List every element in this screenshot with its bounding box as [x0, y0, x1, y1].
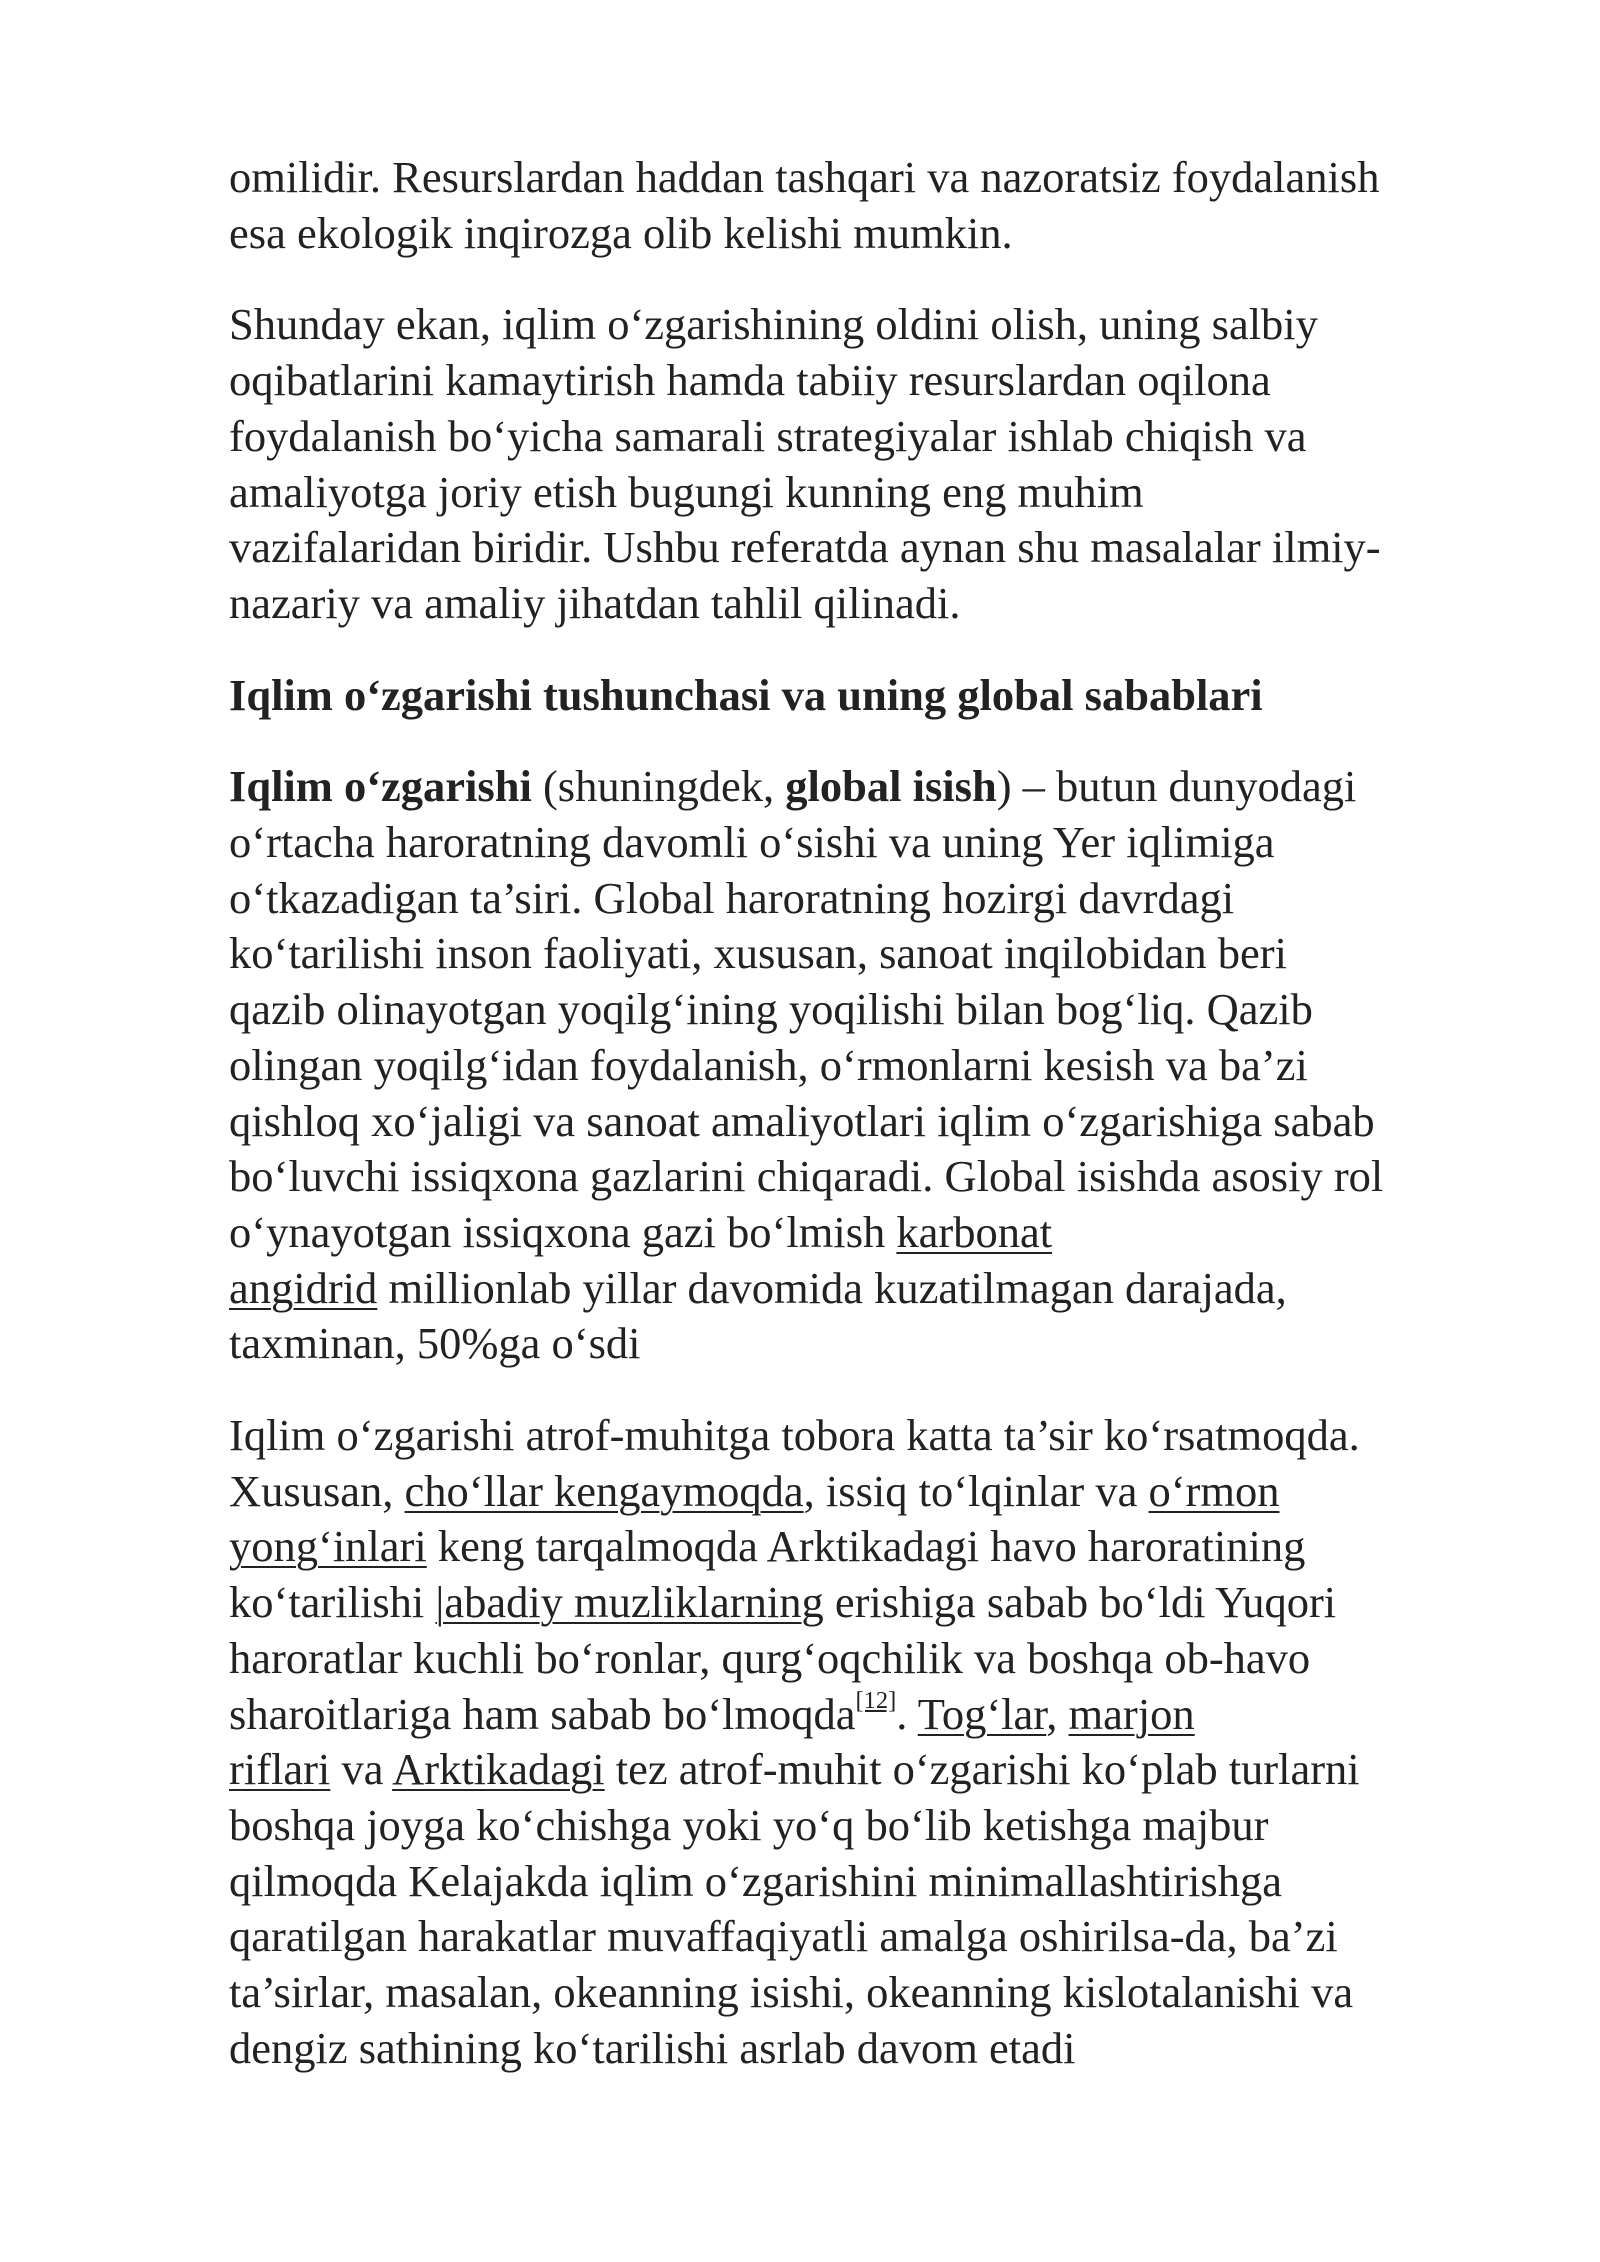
text-line: nazariy va amaliy jihatdan tahlil qilinadi.	[229, 577, 961, 628]
text-line: ko‘tarilishi inson faoliyati, xususan, sanoat inqilobidan beri	[229, 928, 1287, 979]
text-run: keng tarqalmoqda Arktikadagi havo haroratining	[426, 1521, 1306, 1572]
text-line: qaratilgan harakatlar muvaffaqiyatli amalga oshirilsa-da, ba’zi	[229, 1911, 1338, 1962]
link-marjon-riflari[interactable]: marjon	[1068, 1688, 1195, 1739]
text-run: erishiga sabab bo‘ldi Yuqori	[823, 1577, 1337, 1628]
text-run: (shuningdek,	[531, 761, 786, 812]
text-line: qishloq xo‘jaligi va sanoat amaliyotlari iqlim o‘zgarishiga sabab	[229, 1095, 1375, 1146]
link-karbonat-angidrid-cont[interactable]: angidrid	[229, 1262, 378, 1313]
footnote-link-12[interactable]: [12]	[855, 1686, 897, 1714]
paragraph-definition	[229, 759, 1529, 1372]
text-line: bo‘luvchi issiqxona gazlarini chiqaradi. Global isishda asosiy rol	[229, 1151, 1384, 1202]
link-karbonat-angidrid[interactable]: karbonat	[896, 1206, 1053, 1257]
document-page	[229, 150, 1529, 2113]
paragraph-intro-end	[229, 150, 1529, 261]
link-abadiy-muzliklar[interactable]: |abadiy muzliklarning	[435, 1577, 824, 1628]
text-run: o‘ynayotgan issiqxona gazi bo‘lmish	[229, 1206, 897, 1257]
paragraph-impacts	[229, 1408, 1529, 2076]
text-run: ,	[1046, 1688, 1069, 1739]
footnote-ref	[856, 1687, 897, 1714]
text-run: ko‘tarilishi	[229, 1577, 436, 1628]
text-line: olingan yoqilg‘idan foydalanish, o‘rmonlarni kesish va ba’zi	[229, 1039, 1308, 1090]
text-line: boshqa joyga ko‘chishga yoki yo‘q bo‘lib ketishga majbur	[229, 1799, 1269, 1850]
text-line: esa ekologik inqirozga olib kelishi mumkin.	[229, 207, 1013, 258]
text-line: Shunday ekan, iqlim o‘zgarishining oldini olish, uning salbiy	[229, 299, 1318, 350]
link-arktikadagi[interactable]: Arktikadagi	[392, 1744, 605, 1795]
section-heading: Iqlim o‘zgarishi tushunchasi va uning global sabablari	[229, 669, 1263, 720]
text-line: dengiz sathining ko‘tarilishi asrlab davom etadi	[229, 2022, 1076, 2073]
text-line: haroratlar kuchli bo‘ronlar, qurg‘oqchilik va boshqa ob-havo	[229, 1632, 1311, 1683]
text-run: tez atrof-muhit o‘zgarishi ko‘plab turlarni	[604, 1744, 1360, 1795]
text-line: Iqlim o‘zgarishi atrof-muhitga tobora katta ta’sir ko‘rsatmoqda.	[229, 1410, 1360, 1461]
text-line: o‘rtacha haroratning davomli o‘sishi va uning Yer iqlimiga	[229, 817, 1275, 868]
paragraph-purpose	[229, 297, 1529, 631]
text-run: va	[330, 1744, 393, 1795]
link-chollar-kengaymoqda[interactable]: cho‘llar kengaymoqda	[404, 1465, 804, 1516]
text-line: foydalanish bo‘yicha samarali strategiyalar ishlab chiqish va	[229, 410, 1307, 461]
text-line: ta’sirlar, masalan, okeanning isishi, okeanning kislotalanishi va	[229, 1967, 1354, 2018]
text-line: vazifalaridan biridir. Ushbu referatda aynan shu masalalar ilmiy-	[229, 522, 1381, 573]
text-line: o‘tkazadigan ta’siri. Global haroratning hozirgi davrdagi	[229, 872, 1235, 923]
link-toglar[interactable]: Tog‘lar	[917, 1688, 1047, 1739]
text-line: taxminan, 50%ga o‘sdi	[229, 1318, 641, 1369]
text-run: Xususan,	[229, 1465, 405, 1516]
link-marjon-riflari-cont[interactable]: riflari	[229, 1744, 331, 1795]
link-ormon-yonginlari[interactable]: o‘rmon	[1148, 1465, 1280, 1516]
text-line: amaliyotga joriy etish bugungi kunning eng muhim	[229, 466, 1144, 517]
text-run: sharoitlariga ham sabab bo‘lmoqda	[229, 1688, 856, 1739]
text-line: qilmoqda Kelajakda iqlim o‘zgarishini minimallashtirishga	[229, 1855, 1282, 1906]
text-run: , issiq to‘lqinlar va	[803, 1465, 1149, 1516]
text-run: ) – butun dunyodagi	[996, 761, 1357, 812]
text-run: .	[896, 1688, 918, 1739]
link-ormon-yonginlari-cont[interactable]: yong‘inlari	[229, 1521, 427, 1572]
text-line: qazib olinayotgan yoqilg‘ining yoqilishi bilan bog‘liq. Qazib	[229, 984, 1313, 1035]
text-run: millionlab yillar davomida kuzatilmagan darajada,	[377, 1262, 1287, 1313]
term-global-warming: global isish	[785, 761, 997, 812]
text-line: omilidir. Resurslardan haddan tashqari va nazoratsiz foydalanish	[229, 152, 1380, 202]
text-line: oqibatlarini kamaytirish hamda tabiiy resurslardan oqilona	[229, 355, 1271, 406]
term-climate-change: Iqlim o‘zgarishi	[229, 761, 532, 812]
